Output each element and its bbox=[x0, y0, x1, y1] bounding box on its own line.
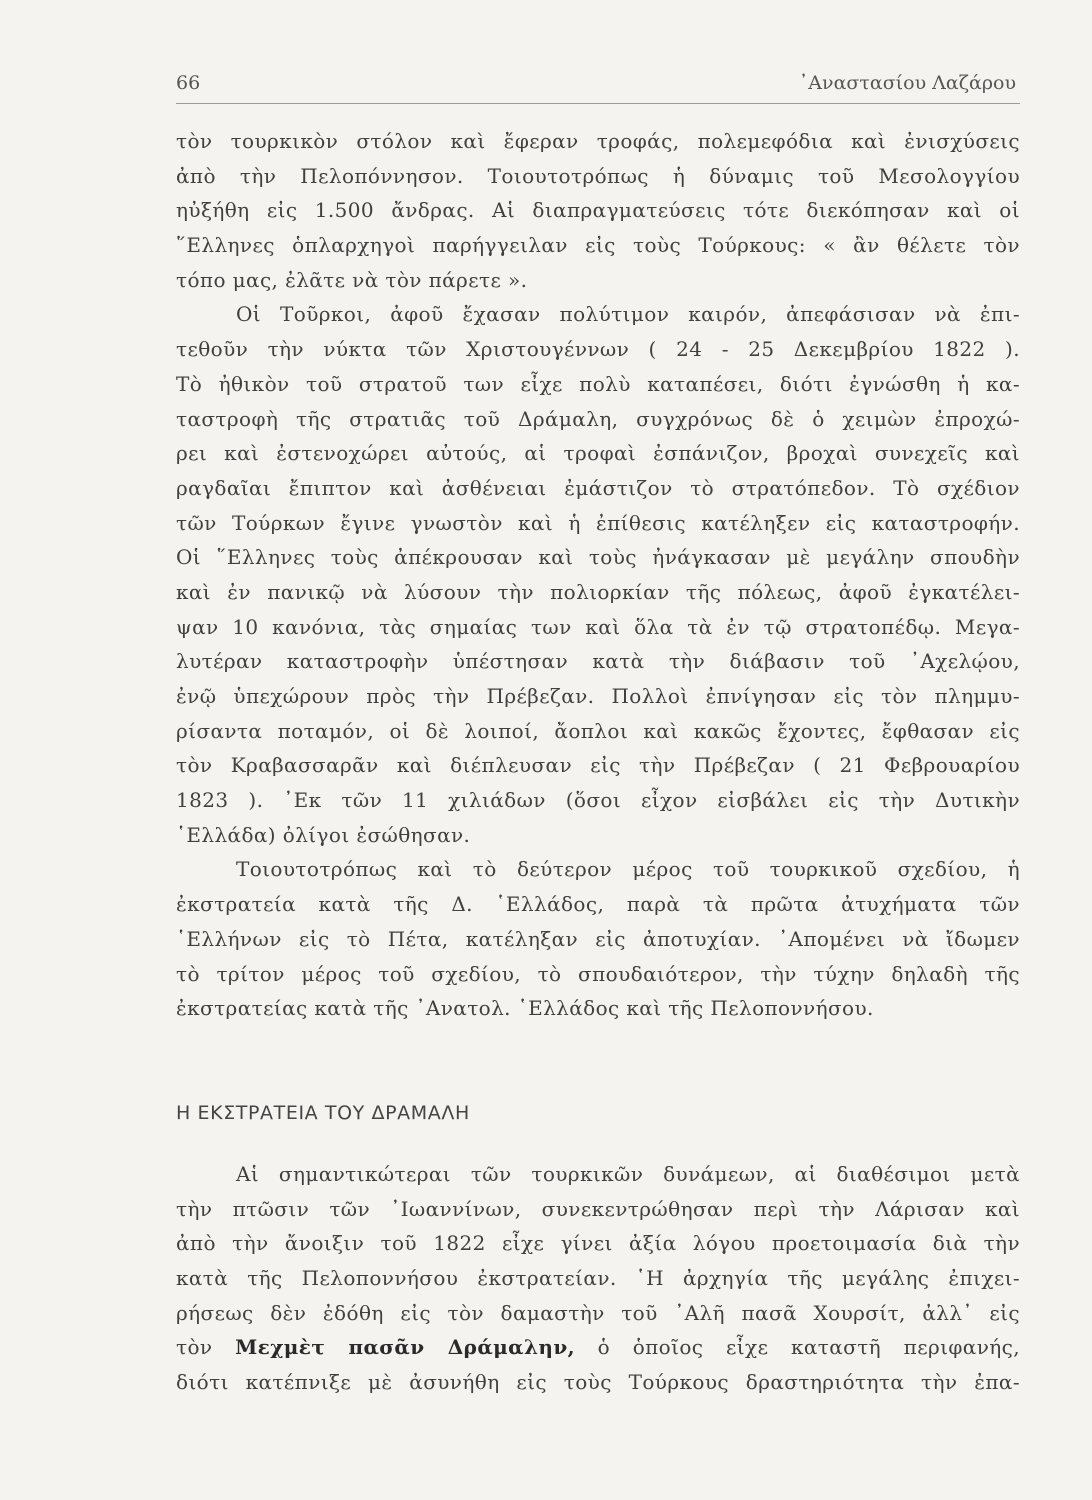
text-line: τὸ τρίτον μέρος τοῦ σχεδίου, τὸ σπουδαιότερον, τὴν τύχην δηλαδὴ τῆς bbox=[176, 961, 1020, 986]
text-line: ταστροφὴ τῆς στρατιᾶς τοῦ Δράμαλη, συγχρόνως δὲ ὁ χειμὼν ἐπροχώ- bbox=[176, 406, 1020, 431]
text-line: ῾Ελλάδα) ὀλίγοι ἐσώθησαν. bbox=[176, 822, 471, 847]
body-text-section1 bbox=[176, 124, 1020, 1026]
text-line: κατὰ τῆς Πελοποννήσου ἐκστρατείαν. ῾Η ἀρχηγία τῆς μεγάλης ἐπιχει- bbox=[176, 1266, 1020, 1291]
running-author: ᾿Αναστασίου Λαζάρου bbox=[798, 72, 1016, 94]
text-line: Τὸ ἠθικὸν τοῦ στρατοῦ των εἶχε πολὺ καταπέσει, διότι ἐγνώσθη ἡ κα- bbox=[176, 371, 1020, 396]
text-line: ἐνῷ ὑπεχώρουν πρὸς τὴν Πρέβεζαν. Πολλοὶ ἐπνίγησαν εἰς τὸν πλημμυ- bbox=[176, 684, 1020, 708]
text-line: ῾Ελλήνων εἰς τὸ Πέτα, κατέληξαν εἰς ἀποτυχίαν. ᾿Απομένει νὰ ἴδωμεν bbox=[176, 926, 1020, 951]
page-header bbox=[176, 72, 1020, 102]
text-line: Αἱ σημαντικώτεραι τῶν τουρκικῶν δυνάμεων, αἱ διαθέσιμοι μετὰ bbox=[236, 1162, 1020, 1186]
text-line: τὴν πτῶσιν τῶν ᾿Ιωαννίνων, συνεκεντρώθησαν περὶ τὴν Λάρισαν καὶ bbox=[176, 1196, 1020, 1221]
body-text-section2 bbox=[176, 1157, 1020, 1400]
text-fragment: τὸν bbox=[176, 1335, 213, 1360]
text-fragment: ὁ ὁποῖος εἶχε καταστῆ περιφανής, bbox=[597, 1335, 1020, 1360]
header-rule bbox=[176, 103, 1020, 104]
text-line: ἐκστρατείας κατὰ τῆς ᾿Ανατολ. ῾Ελλάδος καὶ τῆς Πελοποννήσου. bbox=[176, 996, 874, 1021]
text-line: Τοιουτοτρόπως καὶ τὸ δεύτερον μέρος τοῦ τουρκικοῦ σχεδίου, ἡ bbox=[236, 857, 1020, 882]
section-heading: Η ΕΚΣΤΡΑΤΕΙΑ ΤΟΥ ΔΡΑΜΑΛΗ bbox=[176, 1102, 470, 1124]
bold-name: Μεχμὲτ πασᾶν Δράμαλην, bbox=[235, 1335, 575, 1360]
text-line: ῞Ελληνες ὁπλαρχηγοὶ παρήγγειλαν εἰς τοὺς Τούρκους: « ἂν θέλετε τὸν bbox=[176, 233, 1020, 258]
text-line-with-bold bbox=[176, 1330, 1020, 1365]
text-line: 1823 ). ᾿Εκ τῶν 11 χιλιάδων (ὅσοι εἶχον εἰσβάλει εἰς τὴν Δυτικὴν bbox=[176, 788, 1020, 813]
text-line: τεθοῦν τὴν νύκτα τῶν Χριστουγέννων ( 24 - 25 Δεκεμβρίου 1822 ). bbox=[176, 337, 1020, 362]
text-line: Οἱ ῞Ελληνες τοὺς ἀπέκρουσαν καὶ τοὺς ἠνάγκασαν μὲ μεγάλην σπουδὴν bbox=[176, 545, 1020, 570]
text-line: διότι κατέπνιξε μὲ ἀσυνήθη εἰς τοὺς Τούρκους δραστηριότητα τὴν ἐπα- bbox=[176, 1370, 1020, 1395]
text-line: ἀπὸ τὴν Πελοπόννησον. Τοιουτοτρόπως ἡ δύναμις τοῦ Μεσολογγίου bbox=[176, 163, 1020, 188]
text-line: καὶ ἐν πανικῷ νὰ λύσουν τὴν πολιορκίαν τῆς πόλεως, ἀφοῦ ἐγκατέλει- bbox=[176, 579, 1020, 604]
text-line: τόπο μας, ἐλᾶτε νὰ τὸν πάρετε ». bbox=[176, 267, 528, 292]
text-line: τὸν Κραβασσαρᾶν καὶ διέπλευσαν εἰς τὴν Πρέβεζαν ( 21 Φεβρουαρίου bbox=[176, 753, 1020, 778]
text-line: ρίσαντα ποταμόν, οἱ δὲ λοιποί, ἄοπλοι καὶ κακῶς ἔχοντες, ἔφθασαν εἰς bbox=[176, 718, 1020, 743]
text-line: ραγδαῖαι ἔπιπτον καὶ ἀσθένειαι ἐμάστιζον τὸ στρατόπεδον. Τὸ σχέδιον bbox=[176, 475, 1020, 500]
text-line: τὸν τουρκικὸν στόλον καὶ ἔφεραν τροφάς, πολεμεφόδια καὶ ἐνισχύσεις bbox=[176, 129, 1020, 153]
page-number: 66 bbox=[176, 72, 201, 94]
text-line: ηὐξήθη εἰς 1.500 ἄνδρας. Αἱ διαπραγματεύσεις τότε διεκόπησαν καὶ οἱ bbox=[176, 198, 1020, 223]
text-line: ρει καὶ ἐστενοχώρει αὐτούς, αἱ τροφαὶ ἐσπάνιζον, βροχαὶ συνεχεῖς καὶ bbox=[176, 441, 1020, 466]
text-line: ρήσεως δὲν ἐδόθη εἰς τὸν δαμαστὴν τοῦ ᾿Αλῆ πασᾶ Χουρσίτ, ἀλλ᾿ εἰς bbox=[176, 1300, 1020, 1325]
text-line: ψαν 10 κανόνια, τὰς σημαίας των καὶ ὅλα τὰ ἐν τῷ στρατοπέδῳ. Μεγα- bbox=[176, 614, 1020, 639]
text-line: λυτέραν καταστροφὴν ὑπέστησαν κατὰ τὴν διάβασιν τοῦ ᾿Αχελῴου, bbox=[176, 649, 1020, 674]
text-line: ἐκστρατεία κατὰ τῆς Δ. ῾Ελλάδος, παρὰ τὰ πρῶτα ἀτυχήματα τῶν bbox=[176, 892, 1020, 917]
text-line: ἀπὸ τὴν ἄνοιξιν τοῦ 1822 εἶχε γίνει ἀξία λόγου προετοιμασία διὰ τὴν bbox=[176, 1231, 1020, 1256]
text-line: τῶν Τούρκων ἔγινε γνωστὸν καὶ ἡ ἐπίθεσις κατέληξεν εἰς καταστροφήν. bbox=[176, 510, 1020, 535]
text-line: Οἱ Τοῦρκοι, ἀφοῦ ἔχασαν πολύτιμον καιρόν, ἀπεφάσισαν νὰ ἐπι- bbox=[236, 302, 1020, 327]
